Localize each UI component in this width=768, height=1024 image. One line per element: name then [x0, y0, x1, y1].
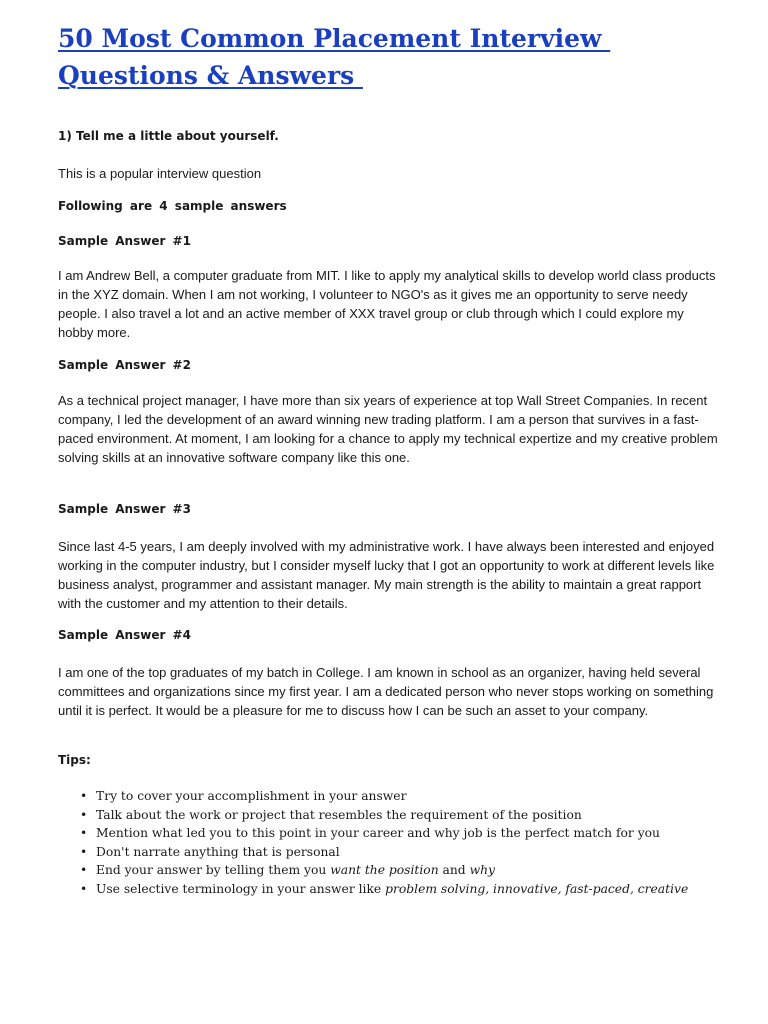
- sample-answer-3-label: Sample Answer #3: [58, 502, 191, 516]
- title-line-1: 50 Most Common Placement Interview: [58, 24, 611, 53]
- tip-item: • Don't narrate anything that is personal: [80, 843, 720, 862]
- tip-6-italic: problem solving, innovative, fast-paced, creative: [385, 881, 689, 896]
- title-line-2: Questions & Answers: [58, 61, 363, 90]
- sample-answer-2-text: As a technical project manager, I have more than six years of experience at top Wall Street Companies. In recent company, I led the development of an award winning new trading platform. I am a person that survives in a fast-paced environment. At moment, I am looking for a chance to apply my technical expertize and my creative problem solving skills at an innovative software company like this one.: [58, 393, 718, 465]
- tip-item: [80, 880, 720, 899]
- tip-item: • Mention what led you to this point in your career and why job is the perfect match for you: [80, 824, 720, 843]
- document-title: [58, 20, 610, 94]
- tip-5-middle: and: [438, 863, 470, 878]
- question-heading: 1) Tell me a little about yourself.: [58, 129, 279, 143]
- tip-5-italic-1: want the position: [330, 863, 439, 878]
- sample-answer-2-label: Sample Answer #2: [58, 358, 191, 372]
- tip-item: [80, 861, 720, 880]
- tips-list: [80, 787, 720, 899]
- sample-answer-1-text: I am Andrew Bell, a computer graduate from MIT. I like to apply my analytical skills to develop world class products in the XYZ domain. When I am not working, I volunteer to NGO's as it gives me an opportunity to serve needy people. I also travel a lot and an active member of XXX travel group or club through which I could explore my hobby more.: [58, 268, 716, 340]
- tips-label: Tips:: [58, 753, 91, 767]
- tip-5-italic-2: why: [469, 863, 495, 878]
- sample-answer-3-text: Since last 4-5 years, I am deeply involved with my administrative work. I have always been interested and enjoyed working in the computer industry, but I consider myself lucky that I got an opportunity to work at different levels like business analyst, programmer and assistant manager. My main strength is the ability to maintain a great rapport with the customer and my attention to their details.: [58, 539, 715, 611]
- sample-answer-1-label: Sample Answer #1: [58, 234, 191, 248]
- sample-answer-4-label: Sample Answer #4: [58, 628, 191, 642]
- tip-item: • Try to cover your accomplishment in your answer: [80, 787, 720, 806]
- tip-5-prefix: End your answer by telling them you: [96, 863, 331, 878]
- intro-text: This is a popular interview question: [58, 166, 262, 181]
- tip-6-prefix: Use selective terminology in your answer like: [96, 881, 386, 896]
- following-label: Following are 4 sample answers: [58, 199, 287, 213]
- tip-item: • Talk about the work or project that resembles the requirement of the position: [80, 806, 720, 825]
- sample-answer-4-text: I am one of the top graduates of my batch in College. I am known in school as an organizer, having held several committees and organizations since my first year. I am a dedicated person who never stops working on something until it is perfect. It would be a pleasure for me to discuss how I can be such an asset to your company.: [58, 665, 714, 718]
